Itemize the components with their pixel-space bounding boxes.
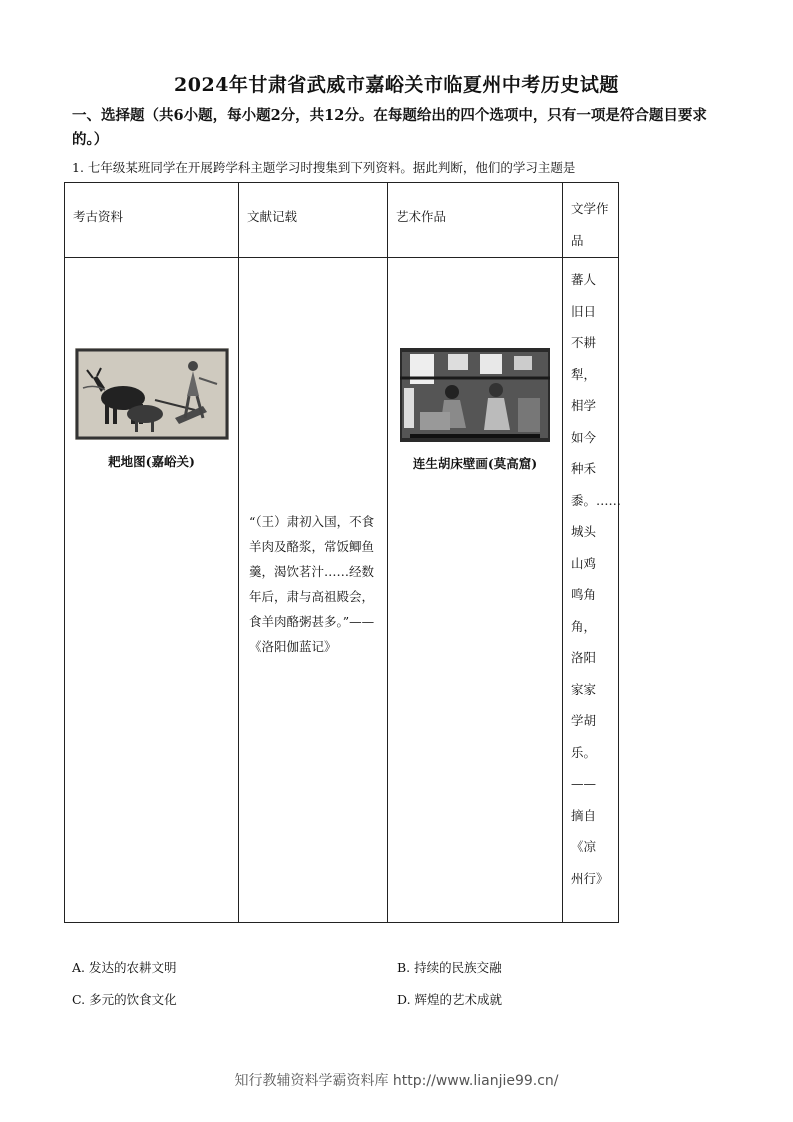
option-a-label: A.	[72, 960, 86, 975]
option-c-label: C.	[72, 992, 86, 1007]
page-title: 2024年甘肃省武威市嘉峪关市临夏州中考历史试题	[174, 74, 619, 96]
option-d-text: 辉煌的艺术成就	[414, 992, 503, 1007]
plowing-mural-image	[75, 348, 229, 440]
section-heading: 一、选择题（共6小题，每小题2分，共12分。在每题给出的四个选项中，只有一项是符合题目要求的。）	[72, 107, 707, 148]
question-number: 1.	[72, 160, 84, 175]
header-archaeology: 考古资料	[73, 209, 124, 224]
option-d-label: D.	[397, 992, 411, 1007]
literature-excerpt: 蕃人旧日不耕犁，相学如今种禾黍。……城头山鸡鸣角角，洛阳家家学胡乐。——摘自《凉州行》	[571, 272, 622, 886]
table-header-row	[65, 183, 619, 258]
archaeology-caption: 耙地图(嘉峪关)	[108, 454, 195, 469]
question-stem	[72, 158, 752, 178]
footer-watermark: 知行教辅资料学霸资料库 http://www.lianjie99.cn/	[234, 1073, 559, 1089]
option-b[interactable]	[397, 958, 502, 976]
option-c-text: 多元的饮食文化	[89, 992, 177, 1007]
header-art: 艺术作品	[396, 209, 447, 224]
option-a[interactable]	[72, 958, 177, 976]
table-content-row	[65, 258, 619, 923]
source-table	[64, 182, 622, 923]
header-documents: 文献记载	[247, 209, 298, 224]
option-a-text: 发达的农耕文明	[89, 960, 177, 975]
mural-image	[400, 348, 550, 442]
option-c[interactable]	[72, 990, 177, 1008]
art-caption: 连生胡床壁画(莫高窟)	[412, 456, 538, 471]
option-b-text: 持续的民族交融	[414, 960, 502, 975]
option-b-label: B.	[397, 960, 411, 975]
question-text: 七年级某班同学在开展跨学科主题学习时搜集到下列资料。据此判断，他们的学习主题是	[87, 160, 576, 175]
document-excerpt: “（王）肃初入国，不食羊肉及酪浆，常饭鲫鱼羹，渴饮茗汁……经数年后，肃与高祖殿会，食羊肉酪粥甚多。”——《洛阳伽蓝记》	[249, 514, 375, 654]
header-literature: 文学作品	[571, 201, 609, 248]
option-d[interactable]	[397, 990, 502, 1008]
